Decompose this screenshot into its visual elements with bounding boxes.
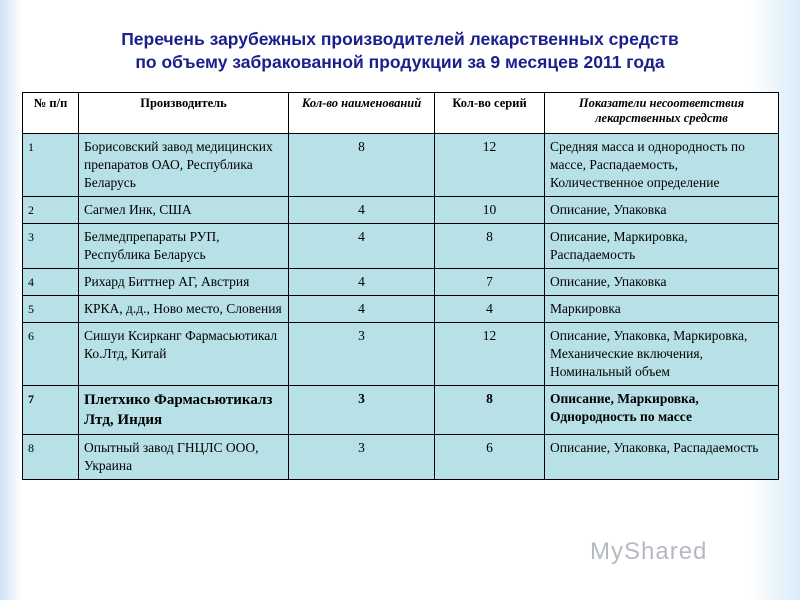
cell-series-count: 12 [435, 134, 545, 197]
cell-indicators: Средняя масса и однородность по массе, Распадаемость, Количественное определение [545, 134, 779, 197]
title-line-2: по объему забракованной продукции за 9 месяцев 2011 года [135, 52, 665, 72]
cell-manufacturer: Плетхико Фармасьютикалз Лтд, Индия [79, 386, 289, 435]
cell-indicators: Маркировка [545, 296, 779, 323]
cell-series-count: 6 [435, 435, 545, 480]
cell-indicators: Описание, Упаковка [545, 197, 779, 224]
cell-num: 1 [23, 134, 79, 197]
cell-names-count: 4 [289, 296, 435, 323]
cell-num: 7 [23, 386, 79, 435]
cell-indicators: Описание, Упаковка, Распадаемость [545, 435, 779, 480]
rejected-products-table [22, 92, 779, 480]
cell-manufacturer: Опытный завод ГНЦЛС ООО, Украина [79, 435, 289, 480]
cell-names-count: 4 [289, 269, 435, 296]
cell-indicators: Описание, Маркировка, Распадаемость [545, 224, 779, 269]
header-series-count: Кол-во серий [435, 93, 545, 134]
cell-num: 5 [23, 296, 79, 323]
table-row [23, 197, 779, 224]
cell-names-count: 3 [289, 323, 435, 386]
cell-manufacturer: Сишуи Ксирканг Фармасьютикал Ко.Лтд, Китай [79, 323, 289, 386]
header-names-count: Кол-во наименований [289, 93, 435, 134]
cell-names-count: 8 [289, 134, 435, 197]
background-left-gradient [0, 0, 22, 600]
table-row-highlighted [23, 386, 779, 435]
cell-indicators: Описание, Упаковка [545, 269, 779, 296]
cell-names-count: 4 [289, 197, 435, 224]
table-row [23, 269, 779, 296]
cell-num: 6 [23, 323, 79, 386]
cell-indicators: Описание, Маркировка, Однородность по массе [545, 386, 779, 435]
cell-num: 3 [23, 224, 79, 269]
cell-indicators: Описание, Упаковка, Маркировка, Механические включения, Номинальный объем [545, 323, 779, 386]
cell-series-count: 7 [435, 269, 545, 296]
cell-num: 8 [23, 435, 79, 480]
cell-manufacturer: Борисовский завод медицинских препаратов ОАО, Республика Беларусь [79, 134, 289, 197]
table-row [23, 134, 779, 197]
header-num: № п/п [23, 93, 79, 134]
cell-series-count: 8 [435, 386, 545, 435]
cell-series-count: 12 [435, 323, 545, 386]
cell-manufacturer: Белмедпрепараты РУП, Республика Беларусь [79, 224, 289, 269]
cell-series-count: 4 [435, 296, 545, 323]
cell-manufacturer: КРКА, д.д., Ново место, Словения [79, 296, 289, 323]
watermark-logo: MyShared [590, 538, 708, 565]
table-row [23, 323, 779, 386]
title-line-1: Перечень зарубежных производителей лекарственных средств [121, 29, 679, 49]
cell-names-count: 3 [289, 435, 435, 480]
cell-manufacturer: Рихард Биттнер АГ, Австрия [79, 269, 289, 296]
table-row [23, 435, 779, 480]
cell-names-count: 3 [289, 386, 435, 435]
cell-series-count: 10 [435, 197, 545, 224]
cell-series-count: 8 [435, 224, 545, 269]
page-title [0, 28, 800, 74]
cell-names-count: 4 [289, 224, 435, 269]
table-row [23, 224, 779, 269]
cell-num: 2 [23, 197, 79, 224]
table-row [23, 296, 779, 323]
header-indicators: Показатели несоответствия лекарственных средств [545, 93, 779, 134]
cell-manufacturer: Сагмел Инк, США [79, 197, 289, 224]
table-header-row [23, 93, 779, 134]
cell-num: 4 [23, 269, 79, 296]
header-manufacturer: Производитель [79, 93, 289, 134]
